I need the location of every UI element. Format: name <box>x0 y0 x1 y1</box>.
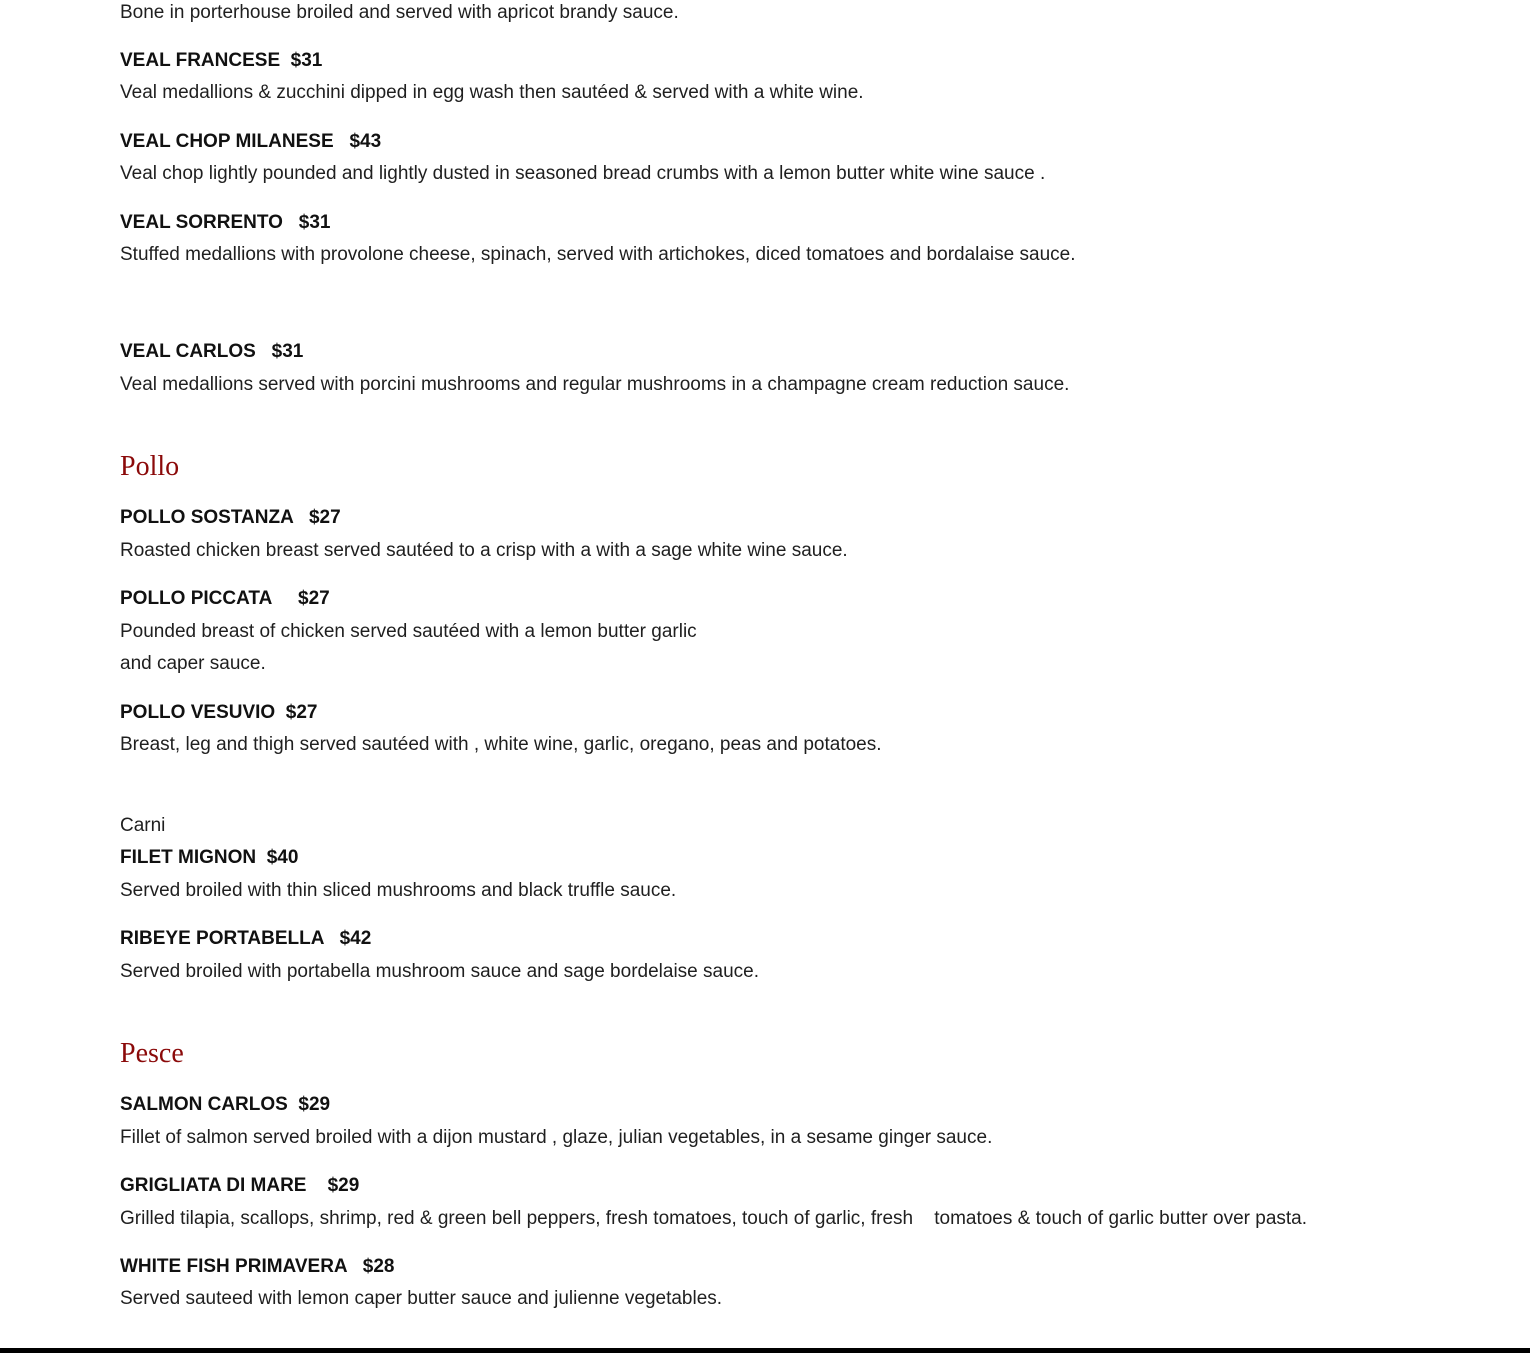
white-fish-primavera-title: WHITE FISH PRIMAVERA $28 <box>120 1256 395 1277</box>
veal-sorrento-description: Stuffed medallions with provolone cheese, spinach, served with artichokes, diced tomatoes and bordalaise sauce. <box>120 244 1076 265</box>
grigliata-di-mare-title: GRIGLIATA DI MARE $29 <box>120 1175 360 1196</box>
filet-mignon-title: FILET MIGNON $40 <box>120 847 299 868</box>
salmon-carlos-description: Fillet of salmon served broiled with a dijon mustard , glaze, julian vegetables, in a sesame ginger sauce. <box>120 1127 993 1148</box>
section-heading-pollo: Pollo <box>120 451 180 482</box>
white-fish-primavera-description: Served sauteed with lemon caper butter sauce and julienne vegetables. <box>120 1288 723 1309</box>
pollo-piccata-description-line-2: and caper sauce. <box>120 653 266 674</box>
veal-francese-description: Veal medallions & zucchini dipped in egg wash then sautéed & served with a white wine. <box>120 82 864 103</box>
porterhouse-description: Bone in porterhouse broiled and served with apricot brandy sauce. <box>120 2 679 23</box>
pollo-piccata-description-line-1: Pounded breast of chicken served sautéed with a lemon butter garlic <box>120 621 697 642</box>
pollo-piccata-title: POLLO PICCATA $27 <box>120 588 330 609</box>
pollo-vesuvio-title: POLLO VESUVIO $27 <box>120 702 318 723</box>
bottom-divider <box>0 1348 1530 1353</box>
section-heading-pesce: Pesce <box>120 1038 184 1069</box>
pollo-sostanza-title: POLLO SOSTANZA $27 <box>120 507 341 528</box>
veal-carlos-description: Veal medallions served with porcini mushrooms and regular mushrooms in a champagne cream reduction sauce. <box>120 374 1070 395</box>
salmon-carlos-title: SALMON CARLOS $29 <box>120 1094 331 1115</box>
pollo-vesuvio-description: Breast, leg and thigh served sautéed with , white wine, garlic, oregano, peas and potatoes. <box>120 734 882 755</box>
filet-mignon-description: Served broiled with thin sliced mushrooms and black truffle sauce. <box>120 880 677 901</box>
ribeye-portabella-title: RIBEYE PORTABELLA $42 <box>120 928 372 949</box>
veal-sorrento-title: VEAL SORRENTO $31 <box>120 212 331 233</box>
pollo-sostanza-description: Roasted chicken breast served sautéed to a crisp with a with a sage white wine sauce. <box>120 540 848 561</box>
veal-carlos-title: VEAL CARLOS $31 <box>120 341 304 362</box>
grigliata-di-mare-description: Grilled tilapia, scallops, shrimp, red & green bell peppers, fresh tomatoes, touch of garlic, fresh tomatoes & touch of garlic butter over pasta. <box>120 1208 1308 1229</box>
section-heading-carni: Carni <box>120 815 166 836</box>
veal-chop-milanese-description: Veal chop lightly pounded and lightly dusted in seasoned bread crumbs with a lemon butter white wine sauce . <box>120 163 1046 184</box>
veal-francese-title: VEAL FRANCESE $31 <box>120 50 323 71</box>
veal-chop-milanese-title: VEAL CHOP MILANESE $43 <box>120 131 382 152</box>
ribeye-portabella-description: Served broiled with portabella mushroom sauce and sage bordelaise sauce. <box>120 961 759 982</box>
